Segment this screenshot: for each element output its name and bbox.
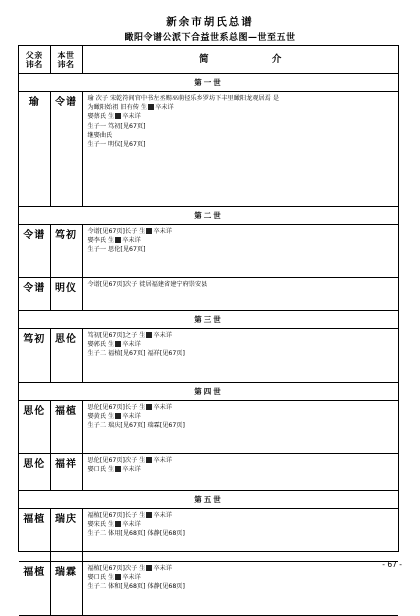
- ink-blot-mark: [115, 521, 121, 527]
- person-row: [19, 92, 398, 207]
- ink-blot-mark: [115, 237, 121, 243]
- table-header-row: [19, 46, 398, 74]
- document-subtitle: 瞰阳令谱公派下合益世系总图—世至五世: [124, 33, 296, 43]
- genealogy-table-frame: [18, 45, 399, 591]
- generation-row: [19, 383, 398, 401]
- description-line: 为瞰阳始祖 旧有传 生 卒未详: [87, 104, 174, 112]
- father-name-cell: 思伦: [19, 401, 50, 454]
- description-line: 娶口氏 生 卒未详: [87, 574, 141, 582]
- person-row: [19, 454, 398, 491]
- description-line: 生子一 明仪[见67页]: [87, 141, 146, 149]
- ink-blot-mark: [148, 104, 154, 110]
- father-name-cell: 福植: [19, 509, 50, 562]
- page-number: - 67 -: [382, 560, 402, 569]
- description-line: 娶口氏 生 卒未详: [87, 466, 141, 474]
- ink-blot-mark: [115, 574, 121, 580]
- generation-heading: 第五世: [19, 491, 398, 509]
- person-row: [19, 329, 398, 383]
- description-line: 思伦[见67页]长子 生 卒未详: [87, 404, 173, 411]
- self-name-cell: 瑞霖: [50, 562, 82, 616]
- generation-heading: 第四世: [19, 383, 398, 401]
- ink-blot-mark: [146, 512, 152, 518]
- ink-blot-mark: [115, 341, 121, 347]
- self-name-cell: 笃初: [50, 225, 82, 278]
- document-title: 新余市胡氏总谱: [166, 16, 254, 28]
- description-line: 瑜 次子 宋乾符间官中书左丞赐巫萌径乐乡罗坊下丰里瞰阳龙观居焉 是: [87, 95, 280, 102]
- self-name-cell: 思伦: [50, 329, 82, 383]
- father-name-cell: 令谱: [19, 278, 50, 311]
- father-name-cell: 令谱: [19, 225, 50, 278]
- description-cell: [82, 225, 398, 278]
- father-name-cell: 思伦: [19, 454, 50, 491]
- self-name-cell: 令谱: [50, 92, 82, 207]
- description-line: 生子二 体和[见68页] 体静[见68页]: [87, 583, 185, 591]
- generation-heading: 第二世: [19, 207, 398, 225]
- description-line: 笃初[见67页]之子 生 卒未详: [87, 332, 173, 339]
- self-name-cell: 瑞庆: [50, 509, 82, 562]
- header-self-name: 本世 讳名: [50, 46, 82, 74]
- generation-heading: 第三世: [19, 311, 398, 329]
- description-line: 思伦[见67页]次子 生 卒未详: [87, 457, 173, 464]
- person-row: [19, 509, 398, 562]
- description-cell: [82, 562, 398, 616]
- description-cell: [82, 509, 398, 562]
- ink-blot-mark: [146, 404, 152, 410]
- description-line: 生子二 福植[见67页] 福祥[见67页]: [87, 350, 185, 358]
- generation-row: [19, 74, 398, 92]
- description-line: 福植[见67页]次子 生 卒未详: [87, 565, 173, 572]
- description-cell: [82, 329, 398, 383]
- person-row: [19, 278, 398, 311]
- description-line: 娶蔡氏 生 卒未详: [87, 113, 141, 121]
- description-line: 娶宋氏 生 卒未详: [87, 521, 141, 529]
- description-line: 生子二 瑞庆[见67页] 瑞霖[见67页]: [87, 422, 185, 430]
- ink-blot-mark: [146, 228, 152, 234]
- father-name-cell: 笃初: [19, 329, 50, 383]
- description-cell: [82, 401, 398, 454]
- ink-blot-mark: [115, 413, 121, 419]
- generation-row: [19, 311, 398, 329]
- person-row: [19, 401, 398, 454]
- father-name-cell: 福植: [19, 562, 50, 616]
- description-line: 令谱[见67页]长子 生 卒未详: [87, 228, 173, 235]
- self-name-cell: 福祥: [50, 454, 82, 491]
- self-name-cell: 明仪: [50, 278, 82, 311]
- description-line: 福植[见67页]长子 生 卒未详: [87, 512, 173, 519]
- description-line: 娶李氏 生 卒未详: [87, 237, 141, 245]
- ink-blot-mark: [115, 113, 121, 119]
- ink-blot-mark: [146, 457, 152, 463]
- description-cell: [82, 92, 398, 207]
- ink-blot-mark: [146, 565, 152, 571]
- header-description: 简 介: [82, 46, 398, 74]
- description-line: 娶黄氏 生 卒未详: [87, 413, 141, 421]
- description-line: 生子一 思伦[见67页]: [87, 246, 146, 254]
- description-line: 令谱[见67页]次子 徙居福建省建宁府崇安县: [87, 281, 208, 288]
- description-line: 娶郭氏 生 卒未详: [87, 341, 141, 349]
- description-line: 继娶曲氏: [87, 131, 113, 139]
- ink-blot-mark: [146, 332, 152, 338]
- ink-blot-mark: [115, 466, 121, 472]
- genealogy-table: [19, 46, 398, 616]
- self-name-cell: 福植: [50, 401, 82, 454]
- description-line: 生子二 体用[见68页] 体静[见68页]: [87, 530, 185, 538]
- header-father-name: 父亲 讳名: [19, 46, 50, 74]
- generation-row: [19, 491, 398, 509]
- description-cell: [82, 278, 398, 311]
- description-cell: [82, 454, 398, 491]
- person-row: [19, 562, 398, 616]
- generation-row: [19, 207, 398, 225]
- person-row: [19, 225, 398, 278]
- father-name-cell: 瑜: [19, 92, 50, 207]
- description-line: 生子一 笃初[见67页]: [87, 122, 146, 130]
- generation-heading: 第一世: [19, 74, 398, 92]
